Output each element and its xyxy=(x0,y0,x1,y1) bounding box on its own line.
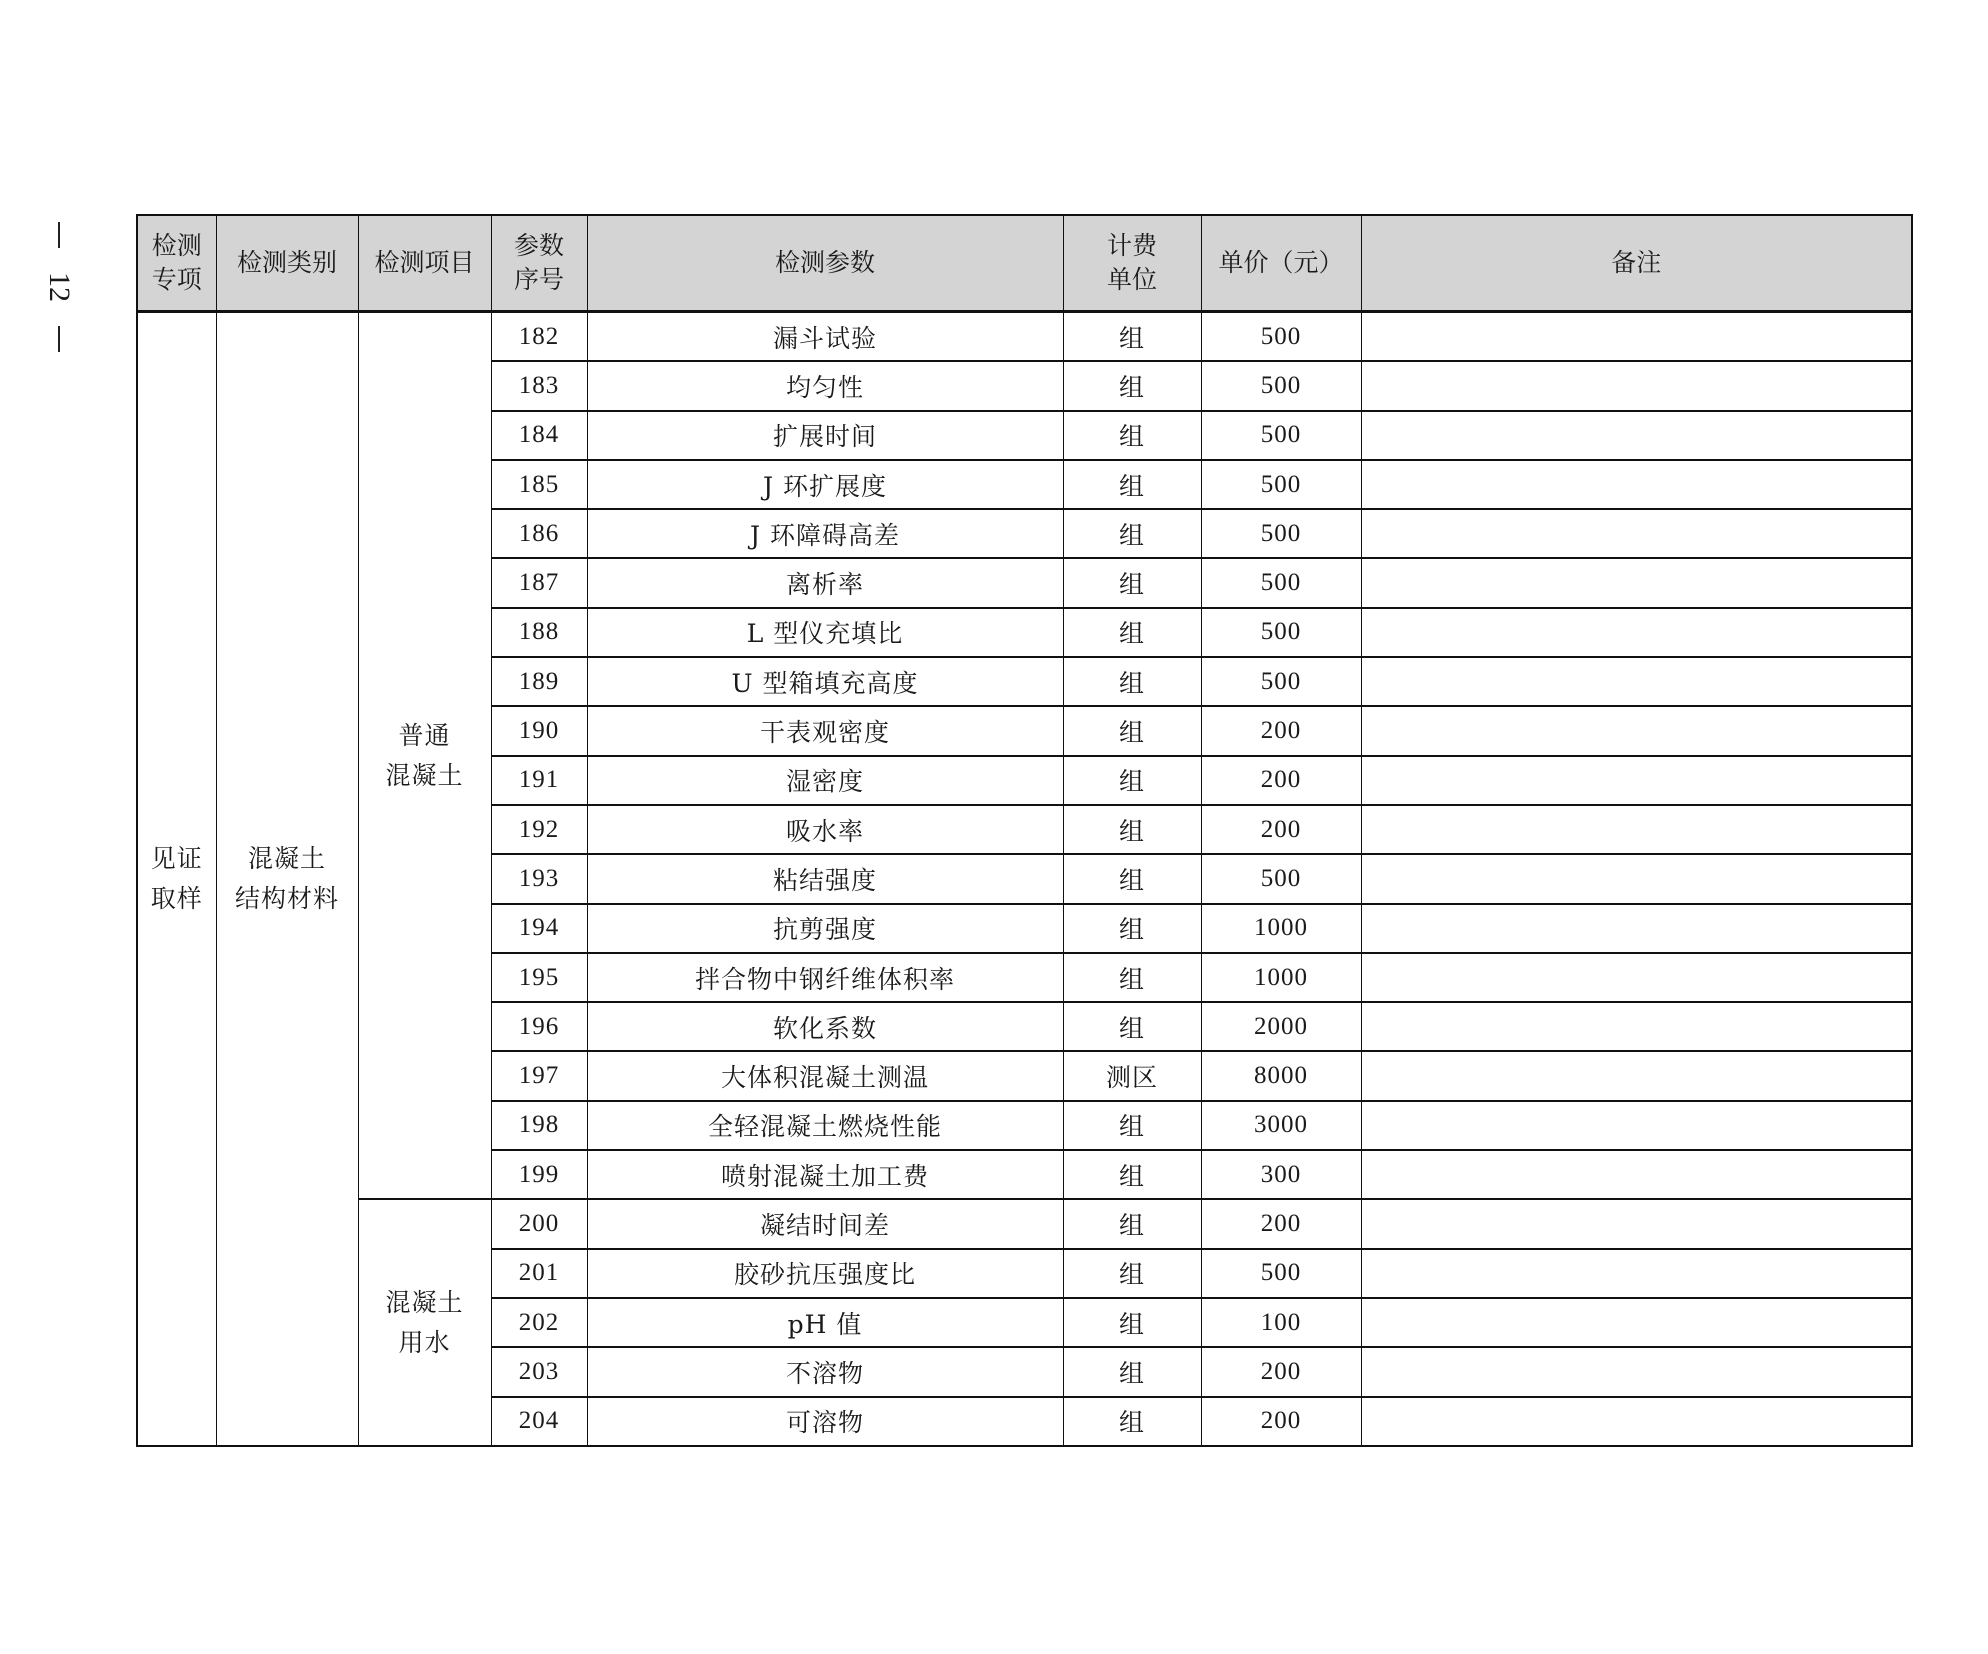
remark-cell xyxy=(1361,1051,1912,1100)
remark-cell xyxy=(1361,1002,1912,1051)
unit-cell: 组 xyxy=(1063,1150,1201,1199)
price-cell: 2000 xyxy=(1201,1002,1361,1051)
remark-cell xyxy=(1361,1347,1912,1396)
price-cell: 3000 xyxy=(1201,1101,1361,1150)
header-seq: 参数 序号 xyxy=(491,215,587,312)
unit-cell: 组 xyxy=(1063,756,1201,805)
price-cell: 500 xyxy=(1201,657,1361,706)
price-cell: 200 xyxy=(1201,1397,1361,1446)
remark-cell xyxy=(1361,706,1912,755)
param-cell: 均匀性 xyxy=(587,361,1063,410)
remark-cell xyxy=(1361,460,1912,509)
price-cell: 200 xyxy=(1201,706,1361,755)
seq-cell: 203 xyxy=(491,1347,587,1396)
seq-cell: 186 xyxy=(491,509,587,558)
unit-cell: 组 xyxy=(1063,509,1201,558)
param-cell: 抗剪强度 xyxy=(587,904,1063,953)
param-cell: 胶砂抗压强度比 xyxy=(587,1249,1063,1298)
price-cell: 500 xyxy=(1201,854,1361,903)
price-cell: 200 xyxy=(1201,756,1361,805)
header-special: 检测 专项 xyxy=(137,215,216,312)
seq-cell: 189 xyxy=(491,657,587,706)
price-cell: 200 xyxy=(1201,1199,1361,1248)
unit-cell: 组 xyxy=(1063,608,1201,657)
price-cell: 500 xyxy=(1201,558,1361,607)
header-param: 检测参数 xyxy=(587,215,1063,312)
price-cell: 500 xyxy=(1201,509,1361,558)
price-cell: 1000 xyxy=(1201,953,1361,1002)
table-row xyxy=(137,312,1912,362)
seq-cell: 190 xyxy=(491,706,587,755)
seq-cell: 198 xyxy=(491,1101,587,1150)
price-cell: 200 xyxy=(1201,1347,1361,1396)
price-cell: 500 xyxy=(1201,1249,1361,1298)
header-category: 检测类别 xyxy=(216,215,358,312)
seq-cell: 204 xyxy=(491,1397,587,1446)
header-remark: 备注 xyxy=(1361,215,1912,312)
param-cell: 软化系数 xyxy=(587,1002,1063,1051)
remark-cell xyxy=(1361,361,1912,410)
remark-cell xyxy=(1361,805,1912,854)
table-row xyxy=(137,1199,1912,1248)
remark-cell xyxy=(1361,756,1912,805)
remark-cell xyxy=(1361,1249,1912,1298)
fee-table xyxy=(136,214,1913,1447)
param-cell: 干表观密度 xyxy=(587,706,1063,755)
param-cell: J 环扩展度 xyxy=(587,460,1063,509)
param-cell: 凝结时间差 xyxy=(587,1199,1063,1248)
unit-cell: 组 xyxy=(1063,805,1201,854)
remark-cell xyxy=(1361,1298,1912,1347)
header-item: 检测项目 xyxy=(358,215,491,312)
item-cell-ordinary-concrete: 普通 混凝土 xyxy=(358,312,491,1200)
param-cell: 大体积混凝土测温 xyxy=(587,1051,1063,1100)
unit-cell: 组 xyxy=(1063,411,1201,460)
unit-cell: 组 xyxy=(1063,460,1201,509)
seq-cell: 187 xyxy=(491,558,587,607)
price-cell: 300 xyxy=(1201,1150,1361,1199)
unit-cell: 组 xyxy=(1063,904,1201,953)
seq-cell: 185 xyxy=(491,460,587,509)
seq-cell: 184 xyxy=(491,411,587,460)
header-price: 单价（元） xyxy=(1201,215,1361,312)
unit-cell: 组 xyxy=(1063,1199,1201,1248)
price-cell: 8000 xyxy=(1201,1051,1361,1100)
special-cell: 见证 取样 xyxy=(137,312,216,1447)
page-number-value: 12 xyxy=(43,272,76,302)
seq-cell: 193 xyxy=(491,854,587,903)
seq-cell: 202 xyxy=(491,1298,587,1347)
param-cell: 漏斗试验 xyxy=(587,312,1063,362)
param-cell: 吸水率 xyxy=(587,805,1063,854)
param-cell: 湿密度 xyxy=(587,756,1063,805)
param-cell: 喷射混凝土加工费 xyxy=(587,1150,1063,1199)
remark-cell xyxy=(1361,608,1912,657)
unit-cell: 组 xyxy=(1063,657,1201,706)
seq-cell: 182 xyxy=(491,312,587,362)
unit-cell: 组 xyxy=(1063,1002,1201,1051)
seq-cell: 183 xyxy=(491,361,587,410)
unit-cell: 组 xyxy=(1063,854,1201,903)
param-cell: J 环障碍高差 xyxy=(587,509,1063,558)
seq-cell: 201 xyxy=(491,1249,587,1298)
remark-cell xyxy=(1361,509,1912,558)
unit-cell: 组 xyxy=(1063,1249,1201,1298)
param-cell: 拌合物中钢纤维体积率 xyxy=(587,953,1063,1002)
remark-cell xyxy=(1361,558,1912,607)
remark-cell xyxy=(1361,411,1912,460)
seq-cell: 195 xyxy=(491,953,587,1002)
unit-cell: 组 xyxy=(1063,361,1201,410)
seq-cell: 194 xyxy=(491,904,587,953)
param-cell: 粘结强度 xyxy=(587,854,1063,903)
page-number xyxy=(36,222,82,352)
unit-cell: 测区 xyxy=(1063,1051,1201,1100)
seq-cell: 188 xyxy=(491,608,587,657)
unit-cell: 组 xyxy=(1063,312,1201,362)
page-number-dash-top xyxy=(58,222,60,248)
price-cell: 500 xyxy=(1201,312,1361,362)
param-cell: pH 值 xyxy=(587,1298,1063,1347)
remark-cell xyxy=(1361,854,1912,903)
remark-cell xyxy=(1361,1397,1912,1446)
remark-cell xyxy=(1361,953,1912,1002)
unit-cell: 组 xyxy=(1063,1101,1201,1150)
seq-cell: 196 xyxy=(491,1002,587,1051)
header-unit: 计费 单位 xyxy=(1063,215,1201,312)
seq-cell: 200 xyxy=(491,1199,587,1248)
seq-cell: 197 xyxy=(491,1051,587,1100)
param-cell: 扩展时间 xyxy=(587,411,1063,460)
remark-cell xyxy=(1361,657,1912,706)
unit-cell: 组 xyxy=(1063,1298,1201,1347)
price-cell: 500 xyxy=(1201,361,1361,410)
item-cell-concrete-water: 混凝土 用水 xyxy=(358,1199,491,1446)
remark-cell xyxy=(1361,904,1912,953)
price-cell: 1000 xyxy=(1201,904,1361,953)
price-cell: 500 xyxy=(1201,460,1361,509)
unit-cell: 组 xyxy=(1063,706,1201,755)
param-cell: 离析率 xyxy=(587,558,1063,607)
param-cell: L 型仪充填比 xyxy=(587,608,1063,657)
page-number-dash-bottom xyxy=(58,326,60,352)
unit-cell: 组 xyxy=(1063,558,1201,607)
seq-cell: 191 xyxy=(491,756,587,805)
remark-cell xyxy=(1361,312,1912,362)
seq-cell: 199 xyxy=(491,1150,587,1199)
category-cell: 混凝土 结构材料 xyxy=(216,312,358,1447)
table-header-row xyxy=(137,215,1912,312)
unit-cell: 组 xyxy=(1063,953,1201,1002)
price-cell: 100 xyxy=(1201,1298,1361,1347)
price-cell: 500 xyxy=(1201,411,1361,460)
param-cell: 可溶物 xyxy=(587,1397,1063,1446)
param-cell: U 型箱填充高度 xyxy=(587,657,1063,706)
param-cell: 不溶物 xyxy=(587,1347,1063,1396)
price-cell: 200 xyxy=(1201,805,1361,854)
price-cell: 500 xyxy=(1201,608,1361,657)
param-cell: 全轻混凝土燃烧性能 xyxy=(587,1101,1063,1150)
unit-cell: 组 xyxy=(1063,1347,1201,1396)
remark-cell xyxy=(1361,1199,1912,1248)
remark-cell xyxy=(1361,1150,1912,1199)
remark-cell xyxy=(1361,1101,1912,1150)
unit-cell: 组 xyxy=(1063,1397,1201,1446)
seq-cell: 192 xyxy=(491,805,587,854)
